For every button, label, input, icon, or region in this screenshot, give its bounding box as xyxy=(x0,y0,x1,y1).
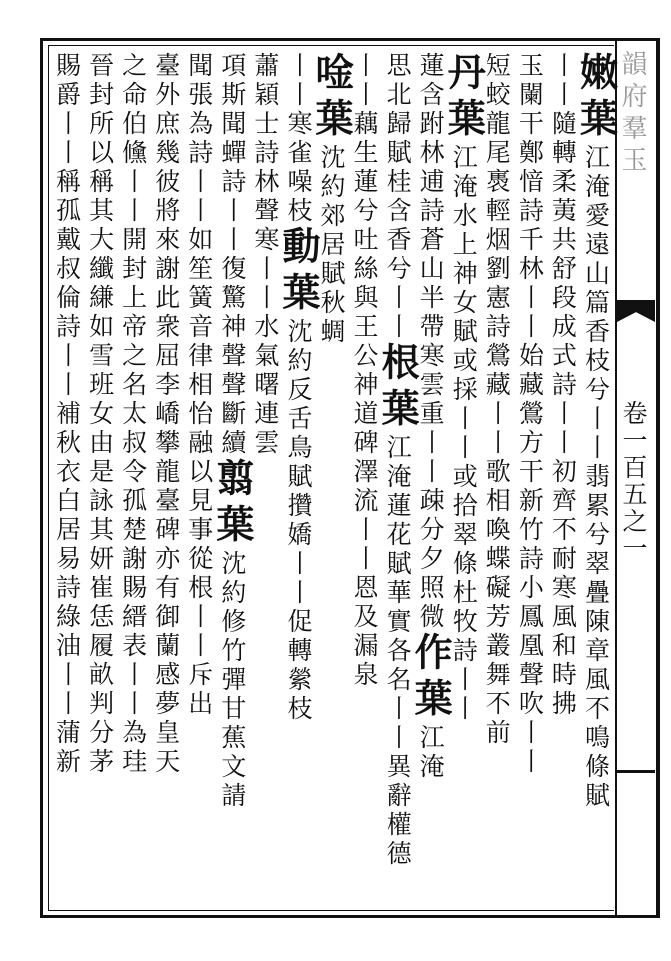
volume-label: 卷一百五之一 xyxy=(619,400,648,562)
entry-text: 蓮含跗林逋詩蒼山半帶寒雲重丨丨疎分夕照微 xyxy=(416,52,446,632)
entry-text: 江淹愛遠山篇香枝兮丨丨翡累兮翠疊陳章風不鳴條賦 xyxy=(581,144,611,811)
entry-text: 晉封所以稱其大纖縑如雪班女由是詠其妍崔恁履畝判分茅 xyxy=(85,52,115,777)
text-column xyxy=(148,52,184,912)
entry-text: 之命伯儵丨丨開封上帝之名太叔令孤楚謝賜縉表丨丨為珪 xyxy=(118,52,148,777)
fishtail-mark-lower xyxy=(617,770,655,773)
text-column xyxy=(441,52,487,912)
entry-text: 思北歸賦桂含香兮丨丨 xyxy=(383,52,413,342)
entry-text: 短蛟龍尾褭輕烟劉憲詩鶯藏丨丨歌相喚蝶礙芳叢舞不前 xyxy=(482,52,512,748)
text-column xyxy=(511,52,547,912)
entry-headword: 唫葉 xyxy=(309,52,354,144)
book-title: 韻府羣玉 xyxy=(617,50,647,178)
entry-headword: 根葉 xyxy=(375,342,421,434)
entry-text: 丨丨隨轉柔荑共舒段成式詩丨丨初齊不耐寒風和時拂 xyxy=(548,52,578,719)
text-column xyxy=(309,52,354,912)
entry-headword: 動葉 xyxy=(275,226,321,318)
text-column xyxy=(115,52,151,912)
entry-text: 蕭穎士詩林聲寒丨丨水氣曙連雲 xyxy=(250,52,280,458)
text-column xyxy=(209,52,255,912)
entry-text: 賜爵丨丨稱孤戴叔倫詩丨丨補秋衣白居易詩綠油丨丨蒲新 xyxy=(52,52,82,777)
entry-text: 臺外庶幾彼將來謝此衆屈李嶠攀龍臺碑亦有御蘭感夢皇天 xyxy=(151,52,181,777)
text-column xyxy=(544,52,580,912)
entry-text: 沈約郊居賦秋蜩 xyxy=(317,144,346,347)
entry-headword: 作葉 xyxy=(408,632,454,724)
text-column xyxy=(275,52,321,912)
entry-text: 沈約反舌鳥賦攢嬌丨丨促轉縈枝 xyxy=(283,318,313,724)
text-column xyxy=(346,52,382,912)
entry-headword: 翦葉 xyxy=(209,458,255,550)
text-column xyxy=(573,52,619,912)
entry-text: 沈約修竹彈甘蕉文請 xyxy=(217,550,247,811)
entry-text: 聞張為詩丨丨如笙簧音律相怡融 xyxy=(184,52,214,458)
entry-text: 與王公神道碑澤流丨丨恩及漏泉 xyxy=(350,284,380,690)
text-column xyxy=(82,52,118,912)
text-column xyxy=(408,52,454,912)
entry-text: 江淹蓮花賦華實各名丨丨異辭權德 xyxy=(383,434,413,869)
entry-headword: 丹葉 xyxy=(441,52,487,144)
text-column xyxy=(49,52,85,912)
entry-text: 玉闌干鄭愔詩千林丨丨始藏鶯方干新竹詩小鳳凰聲吹丨丨 xyxy=(515,52,545,777)
entry-text: 江淹水上神女賦或採丨丨或拾翠條杜牧詩丨丨 xyxy=(449,144,479,724)
entry-text: 以見事從根丨丨斥出 xyxy=(184,458,214,719)
text-column xyxy=(375,52,421,912)
entry-text: 丨丨藕生蓮兮吐絲 xyxy=(350,52,380,284)
text-column xyxy=(181,52,217,912)
entry-text: 江淹 xyxy=(416,724,446,782)
entry-text: 丨丨寒雀噪枝 xyxy=(283,52,313,226)
entry-text: 項斯聞蟬詩丨丨復驚神聲聲斷續 xyxy=(217,52,247,458)
text-column xyxy=(478,52,514,912)
entry-headword: 嫩葉 xyxy=(573,52,619,144)
